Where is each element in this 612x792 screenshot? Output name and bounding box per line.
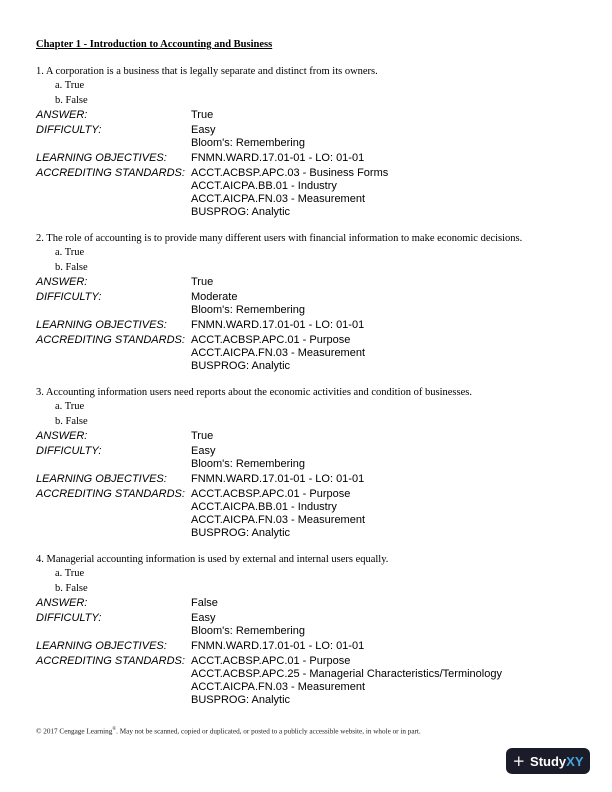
answer-label: ANSWER:	[36, 597, 88, 609]
question-block	[36, 553, 584, 707]
question-list	[36, 65, 584, 707]
question-metadata	[36, 276, 584, 373]
answer-values	[191, 430, 213, 443]
brand-part-2: XY	[566, 753, 584, 769]
answer-option: a. True	[55, 401, 85, 412]
question-block	[36, 232, 584, 373]
standards-value: ACCT.AICPA.FN.03 - Measurement	[191, 681, 366, 693]
standards-label: ACCREDITING STANDARDS:	[36, 334, 185, 346]
question-text: 2. The role of accounting is to provide many different users with financial information to make economic decisions.	[36, 233, 523, 244]
answer-option: a. True	[55, 568, 85, 579]
answer-label: ANSWER:	[36, 109, 88, 121]
standards-row	[36, 167, 584, 219]
answer-values	[191, 276, 213, 289]
standards-value: ACCT.ACBSP.APC.01 - Purpose	[191, 334, 351, 346]
standards-values	[191, 488, 365, 540]
answer-values	[191, 597, 218, 610]
objectives-label: LEARNING OBJECTIVES:	[36, 319, 167, 331]
objectives-label: LEARNING OBJECTIVES:	[36, 473, 167, 485]
answer-row	[36, 597, 584, 610]
brand-part-1: Study	[530, 753, 567, 769]
difficulty-values	[191, 612, 305, 638]
standards-value: ACCT.AICPA.BB.01 - Industry	[191, 180, 337, 192]
standards-value: ACCT.AICPA.FN.03 - Measurement	[191, 193, 366, 205]
answer-row	[36, 276, 584, 289]
standards-row	[36, 655, 584, 707]
answer-option: b. False	[55, 95, 88, 106]
objectives-values	[191, 473, 364, 486]
standards-value: ACCT.AICPA.BB.01 - Industry	[191, 501, 337, 513]
difficulty-value: Easy	[191, 612, 216, 624]
difficulty-value: Bloom's: Remembering	[191, 458, 305, 470]
standards-label: ACCREDITING STANDARDS:	[36, 167, 185, 179]
difficulty-value: Moderate	[191, 291, 238, 303]
question-text: 4. Managerial accounting information is used by external and internal users equally.	[36, 554, 389, 565]
difficulty-values	[191, 124, 305, 150]
footer-reg-mark: ®	[112, 727, 117, 732]
question-metadata	[36, 430, 584, 540]
difficulty-value: Bloom's: Remembering	[191, 625, 305, 637]
answer-option: b. False	[55, 583, 88, 594]
question-metadata	[36, 597, 584, 707]
objectives-label: LEARNING OBJECTIVES:	[36, 640, 167, 652]
objectives-value: FNMN.WARD.17.01-01 - LO: 01-01	[191, 152, 365, 164]
standards-value: BUSPROG: Analytic	[191, 527, 291, 539]
difficulty-values	[191, 445, 305, 471]
objectives-row	[36, 640, 584, 653]
standards-value: ACCT.ACBSP.APC.03 - Business Forms	[191, 167, 389, 179]
brand-name	[530, 754, 583, 769]
standards-row	[36, 488, 584, 540]
difficulty-label: DIFFICULTY:	[36, 612, 102, 624]
answer-label: ANSWER:	[36, 276, 88, 288]
standards-label: ACCREDITING STANDARDS:	[36, 488, 185, 500]
answer-row	[36, 430, 584, 443]
objectives-label: LEARNING OBJECTIVES:	[36, 152, 167, 164]
standards-values	[191, 655, 502, 707]
question-metadata	[36, 109, 584, 219]
question-block	[36, 386, 584, 540]
footer-prefix: © 2017 Cengage Learning	[36, 727, 113, 736]
standards-label: ACCREDITING STANDARDS:	[36, 655, 185, 667]
copyright-footer	[36, 727, 421, 735]
difficulty-value: Easy	[191, 124, 216, 136]
objectives-row	[36, 473, 584, 486]
difficulty-values	[191, 291, 305, 317]
difficulty-row	[36, 612, 584, 638]
answer-values	[191, 109, 213, 122]
standards-value: BUSPROG: Analytic	[191, 206, 291, 218]
question-text: 3. Accounting information users need reports about the economic activities and condition of businesses.	[36, 387, 472, 398]
answer-value: False	[191, 597, 218, 609]
difficulty-row	[36, 291, 584, 317]
standards-value: ACCT.AICPA.FN.03 - Measurement	[191, 347, 366, 359]
answer-row	[36, 109, 584, 122]
answer-option: a. True	[55, 80, 85, 91]
objectives-value: FNMN.WARD.17.01-01 - LO: 01-01	[191, 319, 365, 331]
standards-value: ACCT.AICPA.FN.03 - Measurement	[191, 514, 366, 526]
objectives-values	[191, 640, 364, 653]
studyxy-badge[interactable]	[506, 748, 590, 774]
answer-value: True	[191, 430, 214, 442]
page-content	[36, 38, 584, 720]
difficulty-value: Bloom's: Remembering	[191, 137, 305, 149]
plus-icon: +	[512, 751, 526, 770]
difficulty-label: DIFFICULTY:	[36, 291, 102, 303]
standards-value: ACCT.ACBSP.APC.01 - Purpose	[191, 655, 351, 667]
standards-value: BUSPROG: Analytic	[191, 360, 291, 372]
objectives-row	[36, 319, 584, 332]
difficulty-value: Bloom's: Remembering	[191, 304, 305, 316]
standards-value: ACCT.ACBSP.APC.25 - Managerial Characteristics/Terminology	[191, 668, 502, 680]
footer-suffix: . May not be scanned, copied or duplicated, or posted to a publicly accessible website, in whole or in part.	[116, 727, 421, 736]
standards-values	[191, 334, 365, 373]
answer-value: True	[191, 109, 214, 121]
standards-value: ACCT.ACBSP.APC.01 - Purpose	[191, 488, 351, 500]
answer-option: b. False	[55, 416, 88, 427]
difficulty-value: Easy	[191, 445, 216, 457]
answer-option: b. False	[55, 262, 88, 273]
objectives-values	[191, 319, 364, 332]
answer-value: True	[191, 276, 214, 288]
standards-value: BUSPROG: Analytic	[191, 694, 291, 706]
answer-option: a. True	[55, 247, 85, 258]
objectives-row	[36, 152, 584, 165]
answer-label: ANSWER:	[36, 430, 88, 442]
objectives-value: FNMN.WARD.17.01-01 - LO: 01-01	[191, 473, 365, 485]
difficulty-row	[36, 445, 584, 471]
question-text: 1. A corporation is a business that is legally separate and distinct from its owners.	[36, 66, 378, 77]
question-block	[36, 65, 584, 219]
standards-row	[36, 334, 584, 373]
objectives-values	[191, 152, 364, 165]
difficulty-label: DIFFICULTY:	[36, 124, 102, 136]
standards-values	[191, 167, 388, 219]
chapter-title: Chapter 1 - Introduction to Accounting and Business	[36, 39, 273, 50]
difficulty-row	[36, 124, 584, 150]
objectives-value: FNMN.WARD.17.01-01 - LO: 01-01	[191, 640, 365, 652]
difficulty-label: DIFFICULTY:	[36, 445, 102, 457]
